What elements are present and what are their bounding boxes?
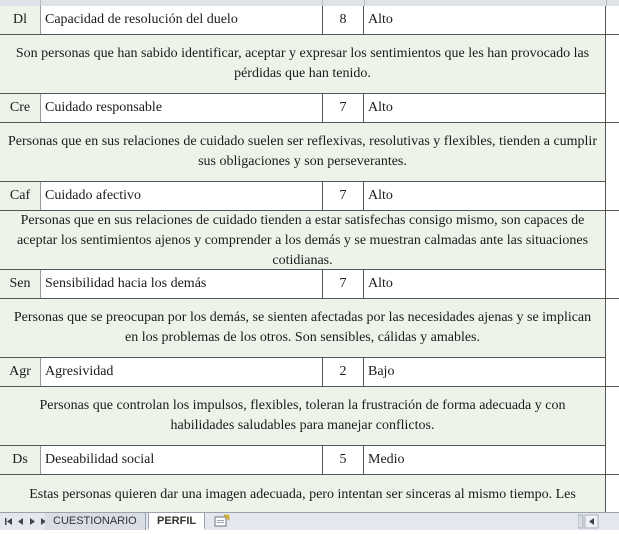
- scale-name-cell[interactable]: Cuidado responsable: [45, 100, 163, 115]
- table-row[interactable]: [0, 446, 619, 475]
- scale-code-cell[interactable]: Ds: [0, 446, 41, 474]
- level-cell[interactable]: Alto: [364, 6, 606, 34]
- scale-code-cell[interactable]: Agr: [0, 358, 41, 386]
- description-cell[interactable]: Son personas que han sabido identificar, aceptar y expresar los sentimientos que les han provocado las pérdidas que han tenido.: [0, 35, 606, 94]
- new-sheet-icon[interactable]: [213, 514, 231, 528]
- first-sheet-icon[interactable]: [3, 515, 14, 528]
- scale-name-cell[interactable]: Cuidado afectivo: [45, 188, 142, 203]
- next-sheet-icon[interactable]: [27, 515, 38, 528]
- description-cell[interactable]: Estas personas quieren dar una imagen adecuada, pero intentan ser sinceras al mismo tiempo. Les: [0, 475, 606, 512]
- table-row[interactable]: [0, 270, 619, 299]
- scale-name-cell[interactable]: Capacidad de resolución del duelo: [45, 12, 238, 27]
- tab-cuestionario[interactable]: CUESTIONARIO: [45, 513, 146, 530]
- table-row[interactable]: [0, 182, 619, 211]
- scale-code-cell[interactable]: Dl: [0, 6, 41, 34]
- table-row[interactable]: [0, 94, 619, 123]
- score-cell[interactable]: 2: [322, 358, 364, 386]
- description-cell[interactable]: Personas que controlan los impulsos, flexibles, toleran la frustración de forma adecuada y con habilidades saludables para manejar conflictos.: [0, 387, 606, 446]
- level-cell[interactable]: Alto: [364, 94, 606, 122]
- tab-perfil[interactable]: PERFIL: [148, 513, 205, 530]
- table-row[interactable]: [0, 6, 619, 35]
- prev-sheet-icon[interactable]: [15, 515, 26, 528]
- scale-name-cell[interactable]: Agresividad: [45, 364, 114, 379]
- horizontal-scrollbar[interactable]: [578, 514, 618, 529]
- table-row[interactable]: [0, 358, 619, 387]
- level-cell[interactable]: Alto: [364, 270, 606, 298]
- score-cell[interactable]: 7: [322, 270, 364, 298]
- level-cell[interactable]: Bajo: [364, 358, 606, 386]
- scale-name-cell[interactable]: Deseabilidad social: [45, 452, 155, 467]
- score-cell[interactable]: 7: [322, 94, 364, 122]
- scale-name-cell[interactable]: Sensibilidad hacia los demás: [45, 276, 207, 291]
- description-cell[interactable]: Personas que en sus relaciones de cuidado tienden a estar satisfechas consigo mismo, son capaces de aceptar los sentimientos ajenos y comprender a los demás y se muestran calmadas ante las situaciones cotidianas.: [0, 211, 606, 270]
- description-cell[interactable]: Personas que se preocupan por los demás, se sienten afectadas por las necesidades ajenas y se implican en los problemas de los otros. Son sensibles, cálidas y amables.: [0, 299, 606, 358]
- scale-code-cell[interactable]: Cre: [0, 94, 41, 122]
- score-cell[interactable]: 8: [322, 6, 364, 34]
- scale-code-cell[interactable]: Sen: [0, 270, 41, 298]
- level-cell[interactable]: Medio: [364, 446, 606, 474]
- sheet-tab-bar: [0, 512, 619, 530]
- level-cell[interactable]: Alto: [364, 182, 606, 210]
- score-cell[interactable]: 5: [322, 446, 364, 474]
- description-cell[interactable]: Personas que en sus relaciones de cuidado suelen ser reflexivas, resolutivas y flexibles, tienden a cumplir sus obligaciones y son perseverantes.: [0, 123, 606, 182]
- score-cell[interactable]: 7: [322, 182, 364, 210]
- scale-code-cell[interactable]: Caf: [0, 182, 41, 210]
